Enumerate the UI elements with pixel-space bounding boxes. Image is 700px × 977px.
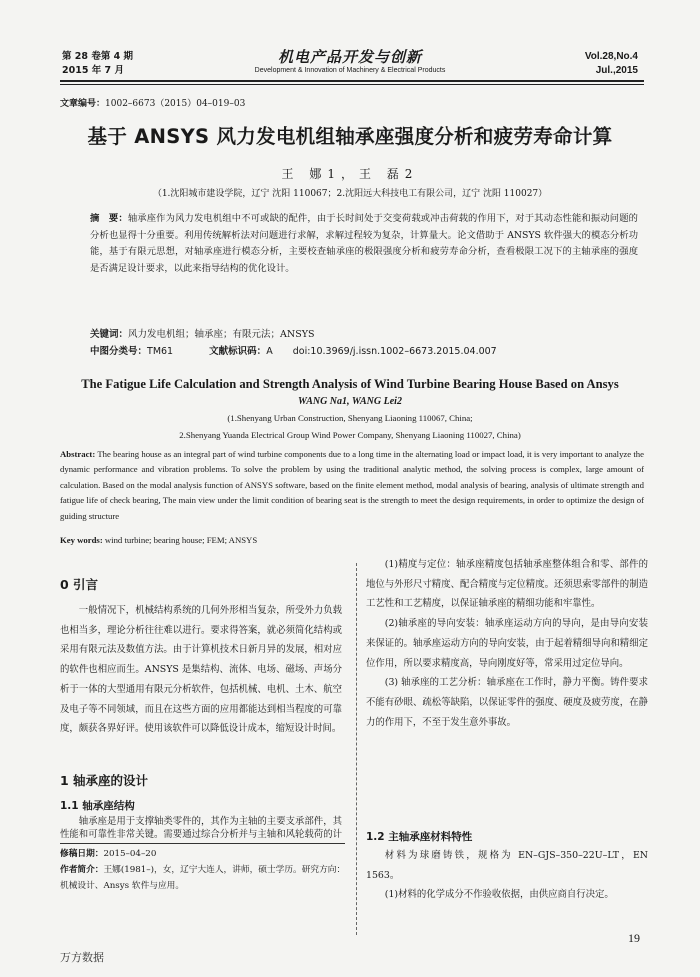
received-label: 修稿日期：	[60, 849, 104, 859]
author-bio-label: 作者简介：	[60, 865, 104, 875]
subsection-heading-structure: 1.1 轴承座结构	[60, 800, 135, 812]
volume-issue-cn: 第 28 卷第 4 期	[62, 51, 134, 62]
item-process: (3) 轴承座的工艺分析：轴承座在工作时，静力平衡。铸件要求不能有砂眼、疏松等缺陷，以保证零件的强度、硬度及疲劳度，在静力的作用下，不至于发生意外事故。	[366, 677, 648, 728]
material-text: 材料为球磨铸铁，规格为 EN–GJS–350–22U–LT，EN 1563。	[366, 850, 648, 881]
clc-label: 中图分类号：	[90, 346, 148, 357]
article-number-value: 1002–6673（2015）04–019–03	[105, 99, 246, 109]
date-cn: 2015 年 7 月	[62, 65, 124, 76]
keywords-cn	[90, 326, 314, 340]
section-heading-intro: 0 引言	[60, 577, 99, 592]
header-rule-thin	[60, 84, 644, 85]
doi: doi:10.3969/j.issn.1002–6673.2015.04.007	[292, 346, 497, 357]
affiliation-en-1: (1.Shenyang Urban Construction, Shenyang Liaoning 110067, China;	[227, 413, 473, 423]
abstract-en-text: The bearing house as an integral part of wind turbine components due to a long time in the alternating load or impact load, it is very important to analyze the dynamic performance and vibration problems. To solve the problem by using the traditional analytic method, the solving process is complex, large amount of calculation. Based on the modal analysis function of ANSYS software, based on the finite element method, modal analysis of bearing, analysis of ultimate strength and fatigue life of check bearing, The main view under the limit condition of bearing seat is the strength to meet the design requirements, in order to optimize the design of guiding structure	[60, 449, 644, 521]
keywords-en-label: Key words:	[60, 535, 103, 545]
keywords-en	[60, 535, 257, 545]
doc-code-label: 文献标识码：	[209, 346, 267, 357]
received-date: 2015–04–20	[103, 849, 157, 859]
affiliation-en-2: 2.Shenyang Yuanda Electrical Group Wind Power Company, Shenyang Liaoning 110027, China)	[179, 430, 521, 440]
paper-title-en: The Fatigue Life Calculation and Strength Analysis of Wind Turbine Bearing House Based on Ansys	[81, 377, 619, 391]
article-number-label: 文章编号：	[60, 99, 106, 109]
date-en: Jul.,2015	[595, 65, 638, 76]
abstract-cn-text: 轴承座作为风力发电机组中不可或缺的配件，由于长时间处于交变荷载或冲击荷载的作用下，对于其动态性能和振动问题的分析也显得十分重要。利用传统解析法对问题进行求解，求解过程较为复杂，计算量大。论文借助于 ANSYS 软件强大的模态分析功能，基于有限元思想，对轴承座进行模态分析，主要校查轴承座的极限强度分析和疲劳寿命分析，查看极限工况下的主轴承座的强度是否满足设计要求，以此来指导结构的优化设计。	[90, 213, 638, 274]
journal-name	[200, 48, 500, 76]
material-body	[366, 846, 648, 905]
affiliations-cn: （1.沈阳城市建设学院，辽宁 沈阳 110067；2.沈阳远大科技电工有限公司，辽宁 沈阳 110027）	[152, 189, 548, 199]
intro-text: 一般情况下，机械结构系统的几何外形相当复杂，所受外力负载也相当多，理论分析往往难以进行。要求得答案，就必须简化结构或采用有限元法及数值方法。由于计算机技术日新月异的发展，相对应的软件也相应而生。ANSYS 是集结构、流体、电场、磁场、声场分析于一体的大型通用有限元分析软件，包括机械、电机、土木、航空及电子等不同领域，而且在这些方面的应用都能达到相当程度的可靠度，颇获各界好评。使用该软件可以降低设计成本，缩短设计时间。	[60, 605, 342, 735]
structure-text: 轴承座是用于支撑轴类零件的，其作为主轴的主要支承部件，其性能和可靠性非常关键。需要通过综合分析并与主轴和风轮载荷的计	[60, 816, 342, 840]
footnote-rule	[60, 843, 345, 844]
running-header-left	[62, 50, 133, 78]
doc-code-value: A	[266, 346, 273, 357]
classification-line	[90, 343, 497, 357]
journal-name-en: Development & Innovation of Machinery & Electrical Products	[254, 67, 446, 74]
item-precision: (1)精度与定位：轴承座精度包括轴承座整体组合和零、部件的地位与外形尺寸精度、配合精度与定位精度。还须思索零部件的制造工艺性和工艺精度，以保证轴承座的精细功能和牢靠性。	[366, 559, 648, 610]
authors-en: WANG Na1, WANG Lei2	[298, 396, 402, 407]
watermark: 万方数据	[60, 951, 104, 964]
author-bio-text: 王娜(1981–)，女，辽宁大连人，讲师，硕士学历。研究方向：机械设计、Ansys 软件与应用。	[60, 865, 346, 891]
item-guide-install: (2)轴承座的导向安装：轴承座运动方向的导向，是由导向安装来保证的。轴承座运动方向的导向安装，由于起着精细导向和精细定位作用，所以要求精度高，导向刚度好等，常采用过定位导向。	[366, 618, 648, 669]
article-number	[60, 96, 245, 109]
section-heading-design: 1 轴承座的设计	[60, 773, 149, 788]
header-rule	[60, 80, 644, 82]
paper-title-cn: 基于 ANSYS 风力发电机组轴承座强度分析和疲劳寿命计算	[87, 125, 613, 148]
material-item-1: (1)材料的化学成分不作验收依据，由供应商自行决定。	[384, 889, 614, 900]
footnote-received	[60, 846, 350, 862]
volume-issue-en: Vol.28,No.4	[584, 51, 638, 62]
running-header-right	[585, 50, 638, 78]
page-number: 19	[628, 931, 640, 945]
abstract-en	[60, 447, 644, 524]
abstract-en-label: Abstract:	[60, 449, 96, 459]
intro-paragraph	[60, 601, 342, 739]
column-divider	[356, 563, 357, 935]
abstract-cn-label: 摘 要：	[90, 213, 128, 224]
authors-cn: 王 娜1，王 磊2	[281, 167, 419, 181]
journal-name-cn: 机电产品开发与创新	[277, 48, 422, 66]
footnote-author	[60, 862, 350, 894]
abstract-cn	[90, 211, 638, 277]
structure-paragraph	[60, 815, 342, 841]
keywords-cn-text: 风力发电机组；轴承座；有限元法；ANSYS	[128, 329, 315, 340]
subsection-heading-material: 1.2 主轴承座材料特性	[366, 831, 473, 843]
right-column-body	[366, 555, 648, 825]
clc-value: TM61	[147, 346, 174, 357]
keywords-cn-label: 关键词：	[90, 329, 129, 340]
keywords-en-text: wind turbine; bearing house; FEM; ANSYS	[102, 535, 258, 545]
